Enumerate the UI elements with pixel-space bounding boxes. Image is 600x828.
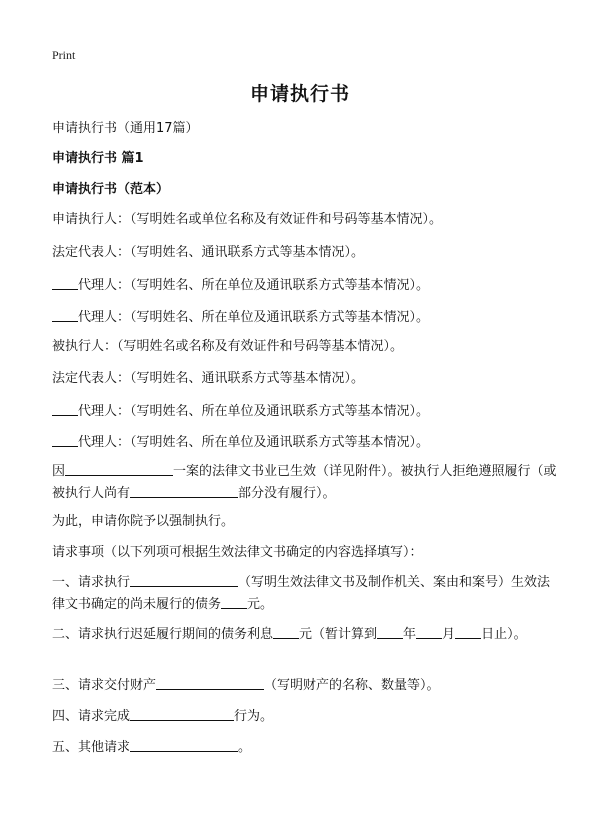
fill-blank xyxy=(52,433,78,447)
item5-text-a: 五、其他请求 xyxy=(52,740,131,755)
request-item-5 xyxy=(52,738,251,756)
request-item-3 xyxy=(52,676,440,694)
agent-text: 代理人：（写明姓名、所在单位及通讯联系方式等基本情况）。 xyxy=(78,435,430,450)
agent-line-4 xyxy=(52,433,429,451)
fill-blank xyxy=(377,625,403,639)
item2-text-e: 日止）。 xyxy=(481,627,527,642)
legal-rep-line-2: 法定代表人：（写明姓名、通讯联系方式等基本情况）。 xyxy=(52,371,365,386)
fill-blank xyxy=(455,625,481,639)
item3-text-a: 三、请求交付财产 xyxy=(52,678,157,693)
document-title: 申请执行书 xyxy=(249,83,350,105)
item2-text-b: 元（暂计算到 xyxy=(299,627,378,642)
section-heading: 申请执行书 篇1 xyxy=(52,151,144,166)
request-enforce-line: 为此，申请你院予以强制执行。 xyxy=(52,514,235,529)
request-intro-line: 请求事项（以下列项可根据生效法律文书确定的内容选择填写）： xyxy=(52,545,423,560)
facts-text-a: 因 xyxy=(52,464,66,479)
fill-blank xyxy=(221,595,247,609)
applicant-line: 申请执行人：（写明姓名或单位名称及有效证件和号码等基本情况）。 xyxy=(52,212,443,227)
request-item-1 xyxy=(52,572,562,616)
agent-text: 代理人：（写明姓名、所在单位及通讯联系方式等基本情况）。 xyxy=(78,404,430,419)
print-label: Print xyxy=(52,48,76,62)
sample-heading: 申请执行书（范本） xyxy=(52,182,170,197)
fill-blank xyxy=(130,573,238,587)
facts-text-c: 部分没有履行）。 xyxy=(238,486,336,501)
agent-text: 代理人：（写明姓名、所在单位及通讯联系方式等基本情况）。 xyxy=(78,278,430,293)
fill-blank xyxy=(130,707,234,721)
request-item-4 xyxy=(52,707,273,725)
item1-text-b: （写明生效法律文书及制作机关、案由和案号）生效法律文书确定的尚未履行的债务 xyxy=(52,575,551,612)
item2-text-d: 月 xyxy=(442,627,456,642)
item3-text-b: （写明财产的名称、数量等）。 xyxy=(264,678,440,693)
legal-rep-line-1: 法定代表人：（写明姓名、通讯联系方式等基本情况）。 xyxy=(52,245,365,260)
facts-paragraph xyxy=(52,461,562,505)
item4-text-a: 四、请求完成 xyxy=(52,709,131,724)
agent-line-2 xyxy=(52,308,429,326)
item5-text-b: 。 xyxy=(238,740,252,755)
respondent-line: 被执行人：（写明姓名或名称及有效证件和号码等基本情况）。 xyxy=(52,339,404,354)
fill-blank xyxy=(130,484,238,498)
agent-line-1 xyxy=(52,276,429,294)
fill-blank xyxy=(130,738,238,752)
document-subtitle: 申请执行书（通用17篇） xyxy=(52,121,199,136)
item2-text-a: 二、请求执行迟延履行期间的债务利息 xyxy=(52,627,274,642)
fill-blank xyxy=(52,308,78,322)
fill-blank xyxy=(416,625,442,639)
request-item-2 xyxy=(52,624,562,646)
facts-text-b: 一案的法律文书业已生效（详见附件）。被执行人拒绝遵照履行（或被执行人尚有 xyxy=(52,464,557,501)
fill-blank xyxy=(52,276,78,290)
item4-text-b: 行为。 xyxy=(234,709,274,724)
item1-text-c: 元。 xyxy=(247,597,274,612)
item2-text-c: 年 xyxy=(403,627,417,642)
fill-blank xyxy=(156,676,264,690)
agent-line-3 xyxy=(52,402,429,420)
fill-blank xyxy=(52,402,78,416)
fill-blank xyxy=(273,625,299,639)
agent-text: 代理人：（写明姓名、所在单位及通讯联系方式等基本情况）。 xyxy=(78,310,430,325)
fill-blank xyxy=(65,462,173,476)
item1-text-a: 一、请求执行 xyxy=(52,575,131,590)
